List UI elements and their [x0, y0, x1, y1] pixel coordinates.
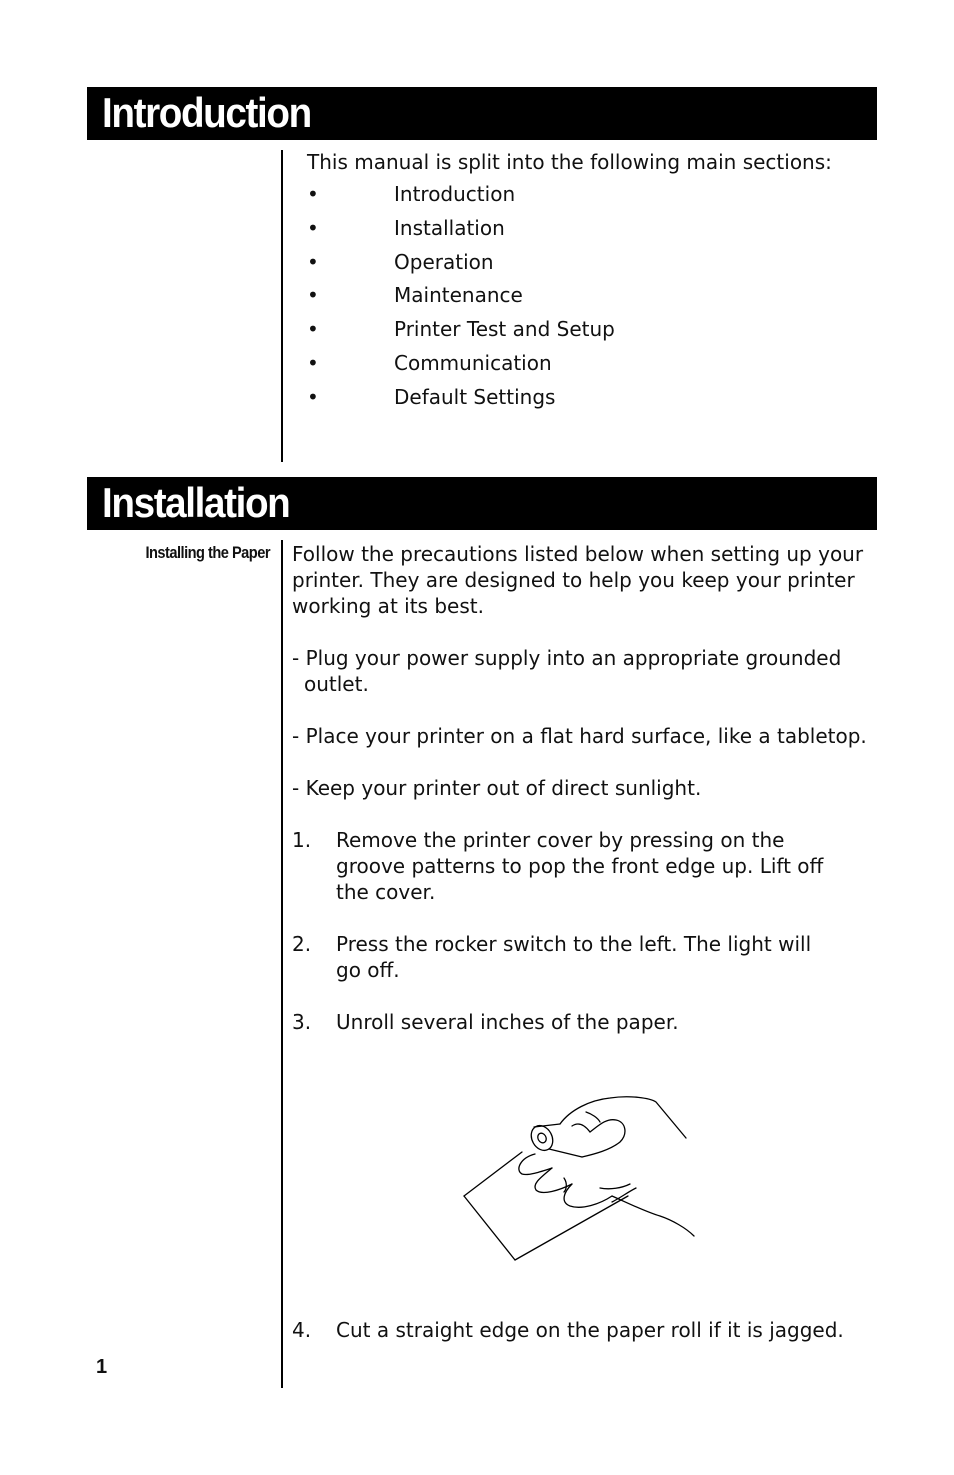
bullet-icon: • — [307, 283, 319, 308]
bullet-icon: • — [307, 215, 319, 240]
precaution-power: - Plug your power supply into an appropriate grounded — [292, 646, 842, 670]
precaution-surface: - Place your printer on a flat hard surface, like a tabletop. — [292, 724, 867, 748]
step-text: Remove the printer cover by pressing on the — [336, 828, 785, 852]
bullet-icon: • — [307, 182, 319, 206]
step-text: groove patterns to pop the front edge up. Lift off — [336, 854, 824, 878]
introduction-banner — [87, 87, 877, 140]
installation-banner — [87, 477, 877, 530]
step-number: 1. — [292, 828, 312, 852]
bullet-icon: • — [307, 350, 319, 375]
step-text: Cut a straight edge on the paper roll if it is jagged. — [336, 1318, 844, 1342]
precaution-power-continued: outlet. — [304, 672, 369, 696]
side-label-installing-paper: Installing the Paper — [145, 543, 270, 562]
installation-heading: Installation — [102, 479, 290, 526]
bullet-icon: • — [307, 317, 319, 342]
step-text: Unroll several inches of the paper. — [336, 1010, 679, 1034]
page-number: 1 — [96, 1356, 108, 1378]
step-text: the cover. — [336, 880, 436, 904]
step-number: 4. — [292, 1318, 312, 1342]
introduction-heading: Introduction — [102, 89, 311, 136]
hand-holding-paper-roll-illustration — [460, 1092, 700, 1267]
step-number: 3. — [292, 1010, 312, 1034]
bullet-icon: • — [307, 384, 319, 409]
bullet-icon: • — [307, 249, 319, 274]
step-text: Press the rocker switch to the left. The light will — [336, 932, 812, 956]
installation-intro-line: printer. They are designed to help you keep your printer — [292, 568, 855, 592]
installation-intro-line: working at its best. — [292, 594, 484, 618]
installation-divider — [281, 540, 283, 1388]
step-text: go off. — [336, 958, 400, 982]
introduction-divider — [281, 150, 283, 462]
installation-intro-line: Follow the precautions listed below when setting up your — [292, 542, 864, 566]
introduction-lead: This manual is split into the following main sections: — [307, 150, 832, 174]
step-number: 2. — [292, 932, 312, 956]
precaution-sunlight: - Keep your printer out of direct sunlight. — [292, 776, 702, 800]
